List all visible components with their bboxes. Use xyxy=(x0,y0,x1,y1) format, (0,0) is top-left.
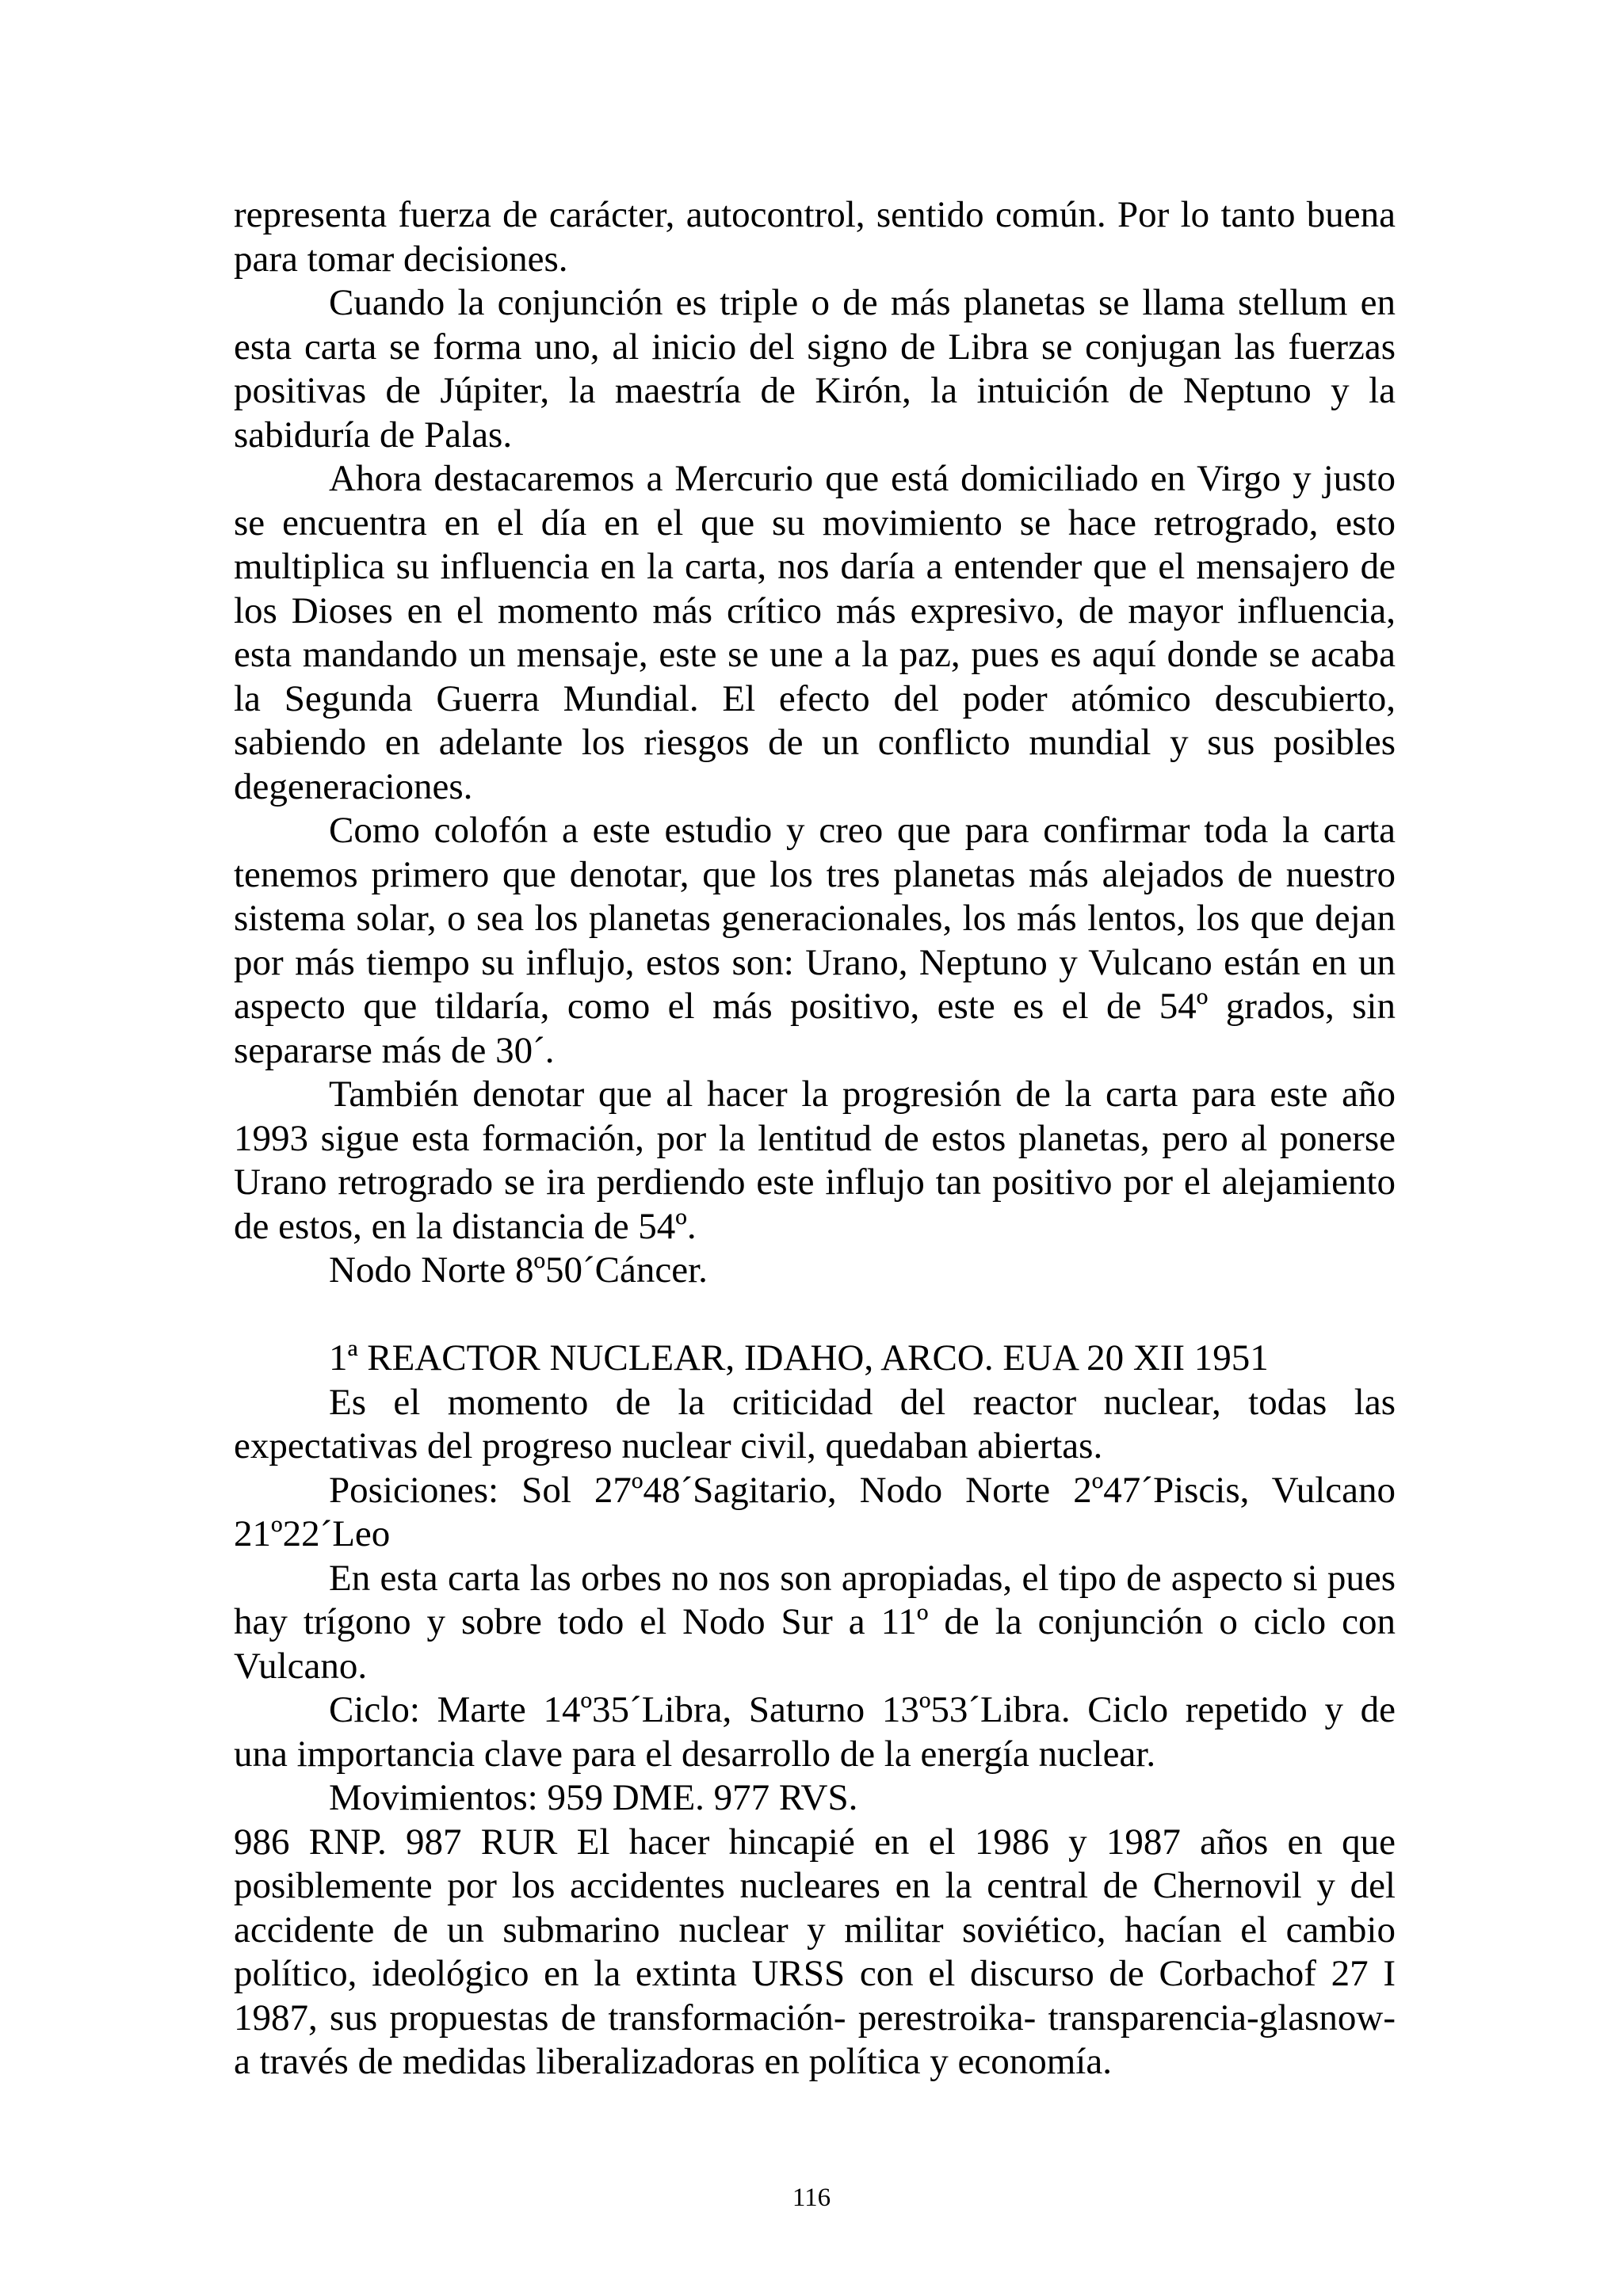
paragraph-stellium: Cuando la conjunción es triple o de más planetas se llama stellum en esta carta se forma uno, al inicio del signo de Libra se conjugan las fuerzas positivas de Júpiter, la maestría de Kirón, la intuición de Neptuno y la sabiduría de Palas. xyxy=(234,282,1396,456)
paragraph-progresion: También denotar que al hacer la progresión de la carta para este año 1993 sigue esta formación, por la lentitud de estos planetas, pero al ponerse Urano retrogrado se ira perdiendo este influjo tan positivo por el alejamiento de estos, en la distancia de 54º. xyxy=(234,1074,1396,1247)
paragraph-colofon: Como colofón a este estudio y creo que para confirmar toda la carta tenemos primero que denotar, que los tres planetas más alejados de nuestro sistema solar, o sea los planetas generacionales, los más lentos, los que dejan por más tiempo su influjo, estos son: Urano, Neptuno y Vulcano están en un aspecto que tildaría, como el más positivo, este es el de 54º grados, sin separarse más de 30´. xyxy=(234,810,1396,1071)
section-spacer xyxy=(234,1293,1396,1337)
paragraph-nodo-norte: Nodo Norte 8º50´Cáncer. xyxy=(329,1249,708,1291)
paragraph-criticidad: Es el momento de la criticidad del reactor nuclear, todas las expectativas del progreso nuclear civil, quedaban abiertas. xyxy=(234,1381,1396,1466)
body-text xyxy=(234,193,1396,2084)
paragraph-mercurio: Ahora destacaremos a Mercurio que está domiciliado en Virgo y justo se encuentra en el día en el que su movimiento se hace retrogrado, esto multiplica su influencia en la carta, nos daría a entender que el mensajero de los Dioses en el momento más crítico más expresivo, de mayor influencia, esta mandando un mensaje, este se une a la paz, pues es aquí donde se acaba la Segunda Guerra Mundial. El efecto del poder atómico descubierto, sabiendo en adelante los riesgos de un conflicto mundial y sus posibles degeneraciones. xyxy=(234,458,1396,807)
paragraph-orbes: En esta carta las orbes no nos son apropiadas, el tipo de aspecto si pues hay trígono y sobre todo el Nodo Sur a 11º de la conjunción o ciclo con Vulcano. xyxy=(234,1557,1396,1687)
section-heading: 1ª REACTOR NUCLEAR, IDAHO, ARCO. EUA 20 XII 1951 xyxy=(329,1337,1269,1379)
paragraph-chernovil: 986 RNP. 987 RUR El hacer hincapié en el 1986 y 1987 años en que posiblemente por los accidentes nucleares en la central de Chernovil y del accidente de un submarino nuclear y militar soviético, hacían el cambio político, ideológico en la extinta URSS con el discurso de Corbachof 27 I 1987, sus propuestas de transformación- perestroika- transparencia-glasnow- a través de medidas liberalizadoras en política y economía. xyxy=(234,1821,1396,2082)
page-number: 116 xyxy=(792,2183,831,2212)
paragraph-ciclo: Ciclo: Marte 14º35´Libra, Saturno 13º53´Libra. Ciclo repetido y de una importancia clave para el desarrollo de la energía nuclear. xyxy=(234,1689,1396,1775)
paragraph-continuation: representa fuerza de carácter, autocontrol, sentido común. Por lo tanto buena para tomar decisiones. xyxy=(234,194,1396,280)
paragraph-movimientos: Movimientos: 959 DME. 977 RVS. xyxy=(329,1777,858,1818)
paragraph-posiciones: Posiciones: Sol 27º48´Sagitario, Nodo Norte 2º47´Piscis, Vulcano 21º22´Leo xyxy=(234,1469,1396,1554)
